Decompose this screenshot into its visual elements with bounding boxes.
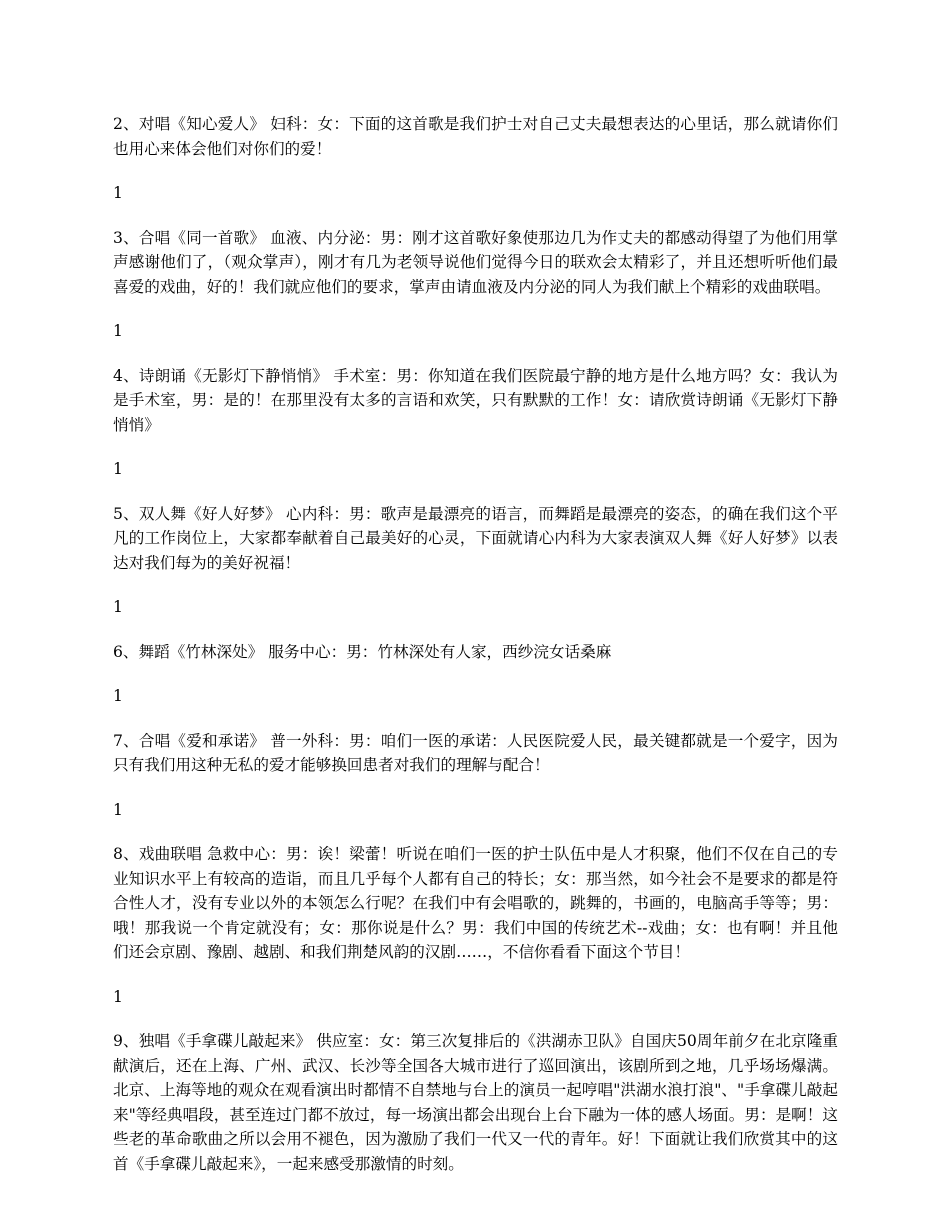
program-item-3: 3、合唱《同一首歌》 血液、内分泌：男：刚才这首歌好象使那边几为作丈夫的都感动得望了为他们用掌声感谢他们了，（观众掌声），刚才有几为老领导说他们觉得今日的联欢会太精彩了，并且还想听听他们最喜爱的戏曲，好的！我们就应他们的要求，掌声由请血液及内分泌的同人为我们献上个精彩的戏曲联唱。	[113, 228, 838, 296]
page-number: 1	[113, 687, 123, 705]
document-page	[113, 112, 838, 1196]
page-number: 1	[113, 184, 123, 202]
program-item-4: 4、诗朗诵《无影灯下静悄悄》 手术室：男：你知道在我们医院最宁静的地方是什么地方吗？女：我认为是手术室，男：是的！在那里没有太多的言语和欢笑，只有默默的工作！女：请欣赏诗朗诵《无影灯下静悄悄》	[113, 366, 838, 434]
program-item-6: 6、舞蹈《竹林深处》 服务中心：男：竹林深处有人家，西纱浣女话桑麻	[113, 642, 612, 661]
page-number: 1	[113, 598, 123, 616]
program-item-8: 8、戏曲联唱 急救中心：男：诶！梁蕾！听说在咱们一医的护士队伍中是人才积聚，他们不仅在自己的专业知识水平上有较高的造诣，而且几乎每个人都有自己的特长；女：那当然，如今社会不是要求的都是符合性人才，没有专业以外的本领怎么行呢？在我们中有会唱歌的，跳舞的，书画的，电脑高手等等；男：哦！那我说一个肯定就没有；女：那你说是什么？男：我们中国的传统艺术--戏曲；女：也有啊！并且他们还会京剧、豫剧、越剧、和我们荆楚风韵的汉剧……，不信你看看下面这个节目！	[113, 845, 838, 961]
program-item-2: 2、对唱《知心爱人》 妇科：女：下面的这首歌是我们护士对自己丈夫最想表达的心里话，那么就请你们也用心来体会他们对你们的爱！	[113, 115, 838, 158]
program-item-9: 9、独唱《手拿碟儿敲起来》 供应室：女：第三次复排后的《洪湖赤卫队》自国庆50周年前夕在北京隆重献演后，还在上海、广州、武汉、长沙等全国各大城市进行了巡回演出，该剧所到之地，几乎场场爆满。北京、上海等地的观众在观看演出时都情不自禁地与台上的演员一起哼唱"洪湖水浪打浪"、"手拿碟儿敲起来"等经典唱段，甚至连过门都不放过，每一场演出都会出现台上台下融为一体的感人场面。男：是啊！这些老的革命歌曲之所以会用不褪色，因为激励了我们一代又一代的青年。好！下面就让我们欣赏其中的这首《手拿碟儿敲起来》，一起来感受那激情的时刻。	[113, 1032, 838, 1173]
program-item-7: 7、合唱《爱和承诺》 普一外科：男：咱们一医的承诺：人民医院爱人民，最关键都就是一个爱字，因为只有我们用这种无私的爱才能够换回患者对我们的理解与配合！	[113, 731, 838, 774]
page-number: 1	[113, 322, 123, 340]
page-number: 1	[113, 987, 123, 1006]
page-number: 1	[113, 800, 123, 819]
program-item-5: 5、双人舞《好人好梦》 心内科：男：歌声是最漂亮的语言，而舞蹈是最漂亮的姿态，的确在我们这个平凡的工作岗位上，大家都奉献着自己最美好的心灵，下面就请心内科为大家表演双人舞《好人好梦》以表达对我们每为的美好祝福！	[113, 504, 838, 572]
page-number: 1	[113, 460, 123, 478]
